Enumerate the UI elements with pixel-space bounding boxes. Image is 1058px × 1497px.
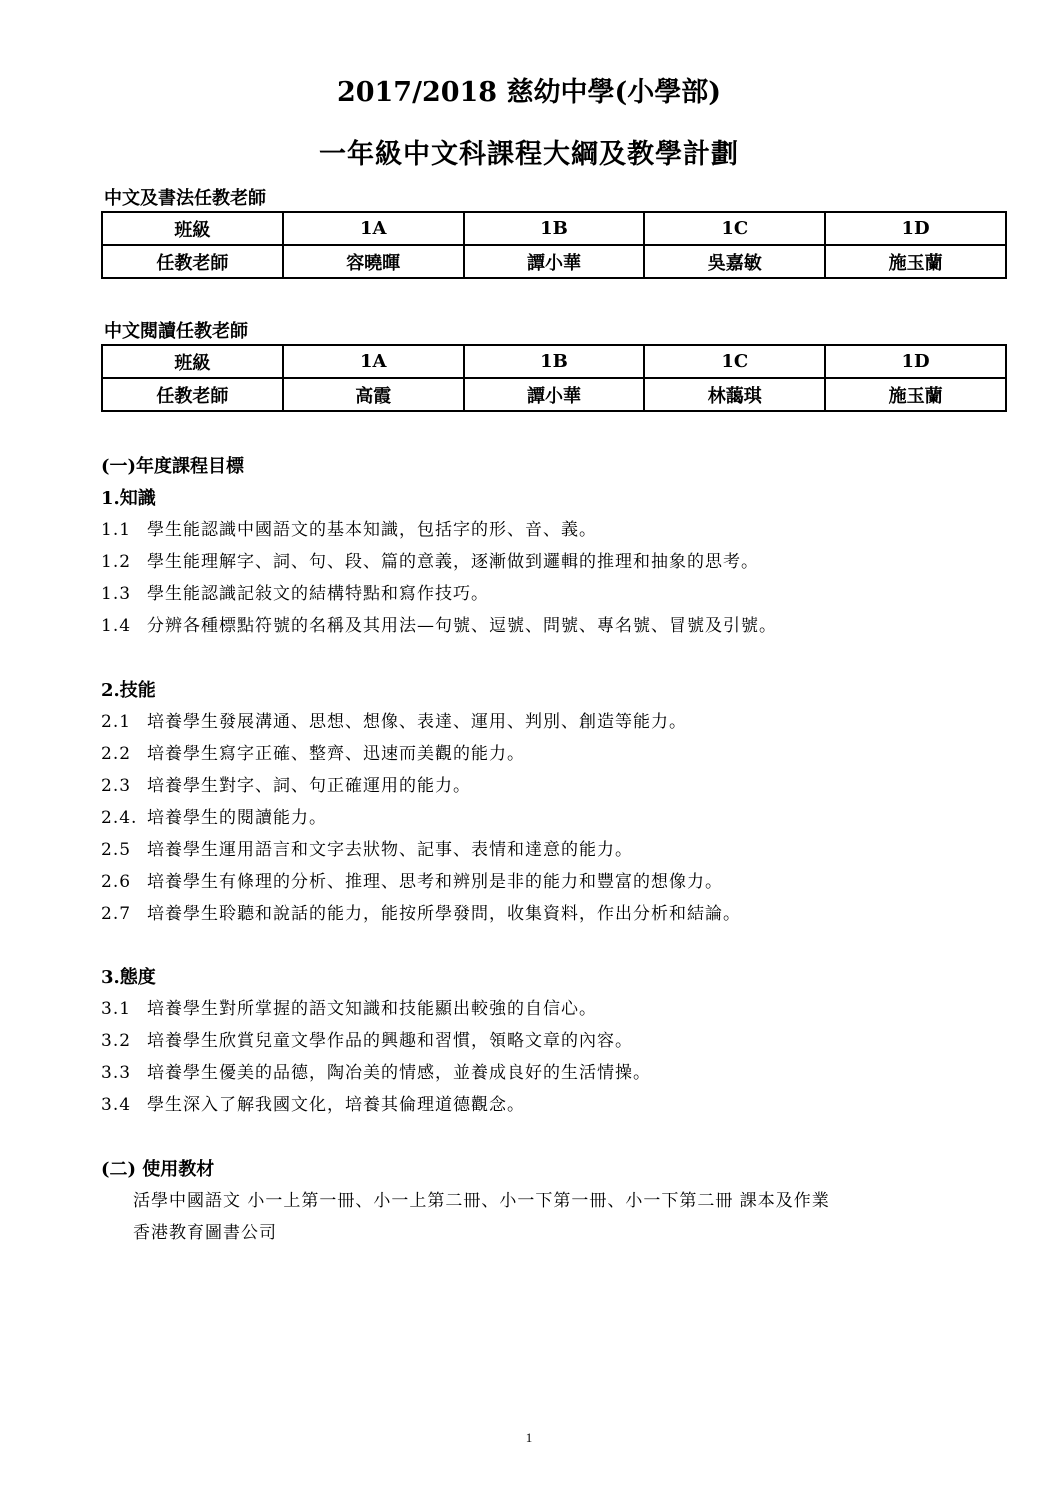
item-text: 學生深入了解我國文化，培養其倫理道德觀念。 xyxy=(147,1095,525,1115)
item-text: 培養學生優美的品德，陶冶美的情感，並養成良好的生活情操。 xyxy=(147,1063,651,1083)
table-row xyxy=(102,245,1006,278)
item-text: 分辨各種標點符號的名稱及其用法—句號、逗號、問號、專名號、冒號及引號。 xyxy=(147,616,777,636)
item-text: 培養學生對字、詞、句正確運用的能力。 xyxy=(147,776,471,796)
list-item xyxy=(101,1026,633,1051)
list-item xyxy=(101,739,525,764)
item-number: 2.5 xyxy=(101,840,132,860)
item-number: 3.3 xyxy=(101,1063,132,1083)
table-row xyxy=(102,378,1006,411)
table-cell: 吳嘉敏 xyxy=(644,245,825,278)
item-number: 2.3 xyxy=(101,776,132,796)
table-cell: 1C xyxy=(644,345,825,378)
table-cell: 施玉蘭 xyxy=(825,378,1006,411)
chinese-reading-teachers-table xyxy=(101,344,1007,412)
item-text: 學生能理解字、詞、句、段、篇的意義，逐漸做到邏輯的推理和抽象的思考。 xyxy=(147,552,759,572)
attitude-heading: 3.態度 xyxy=(101,967,156,988)
table-cell: 1D xyxy=(825,345,1006,378)
table-cell: 高霞 xyxy=(283,378,464,411)
table-cell: 1A xyxy=(283,212,464,245)
item-number: 2.2 xyxy=(101,744,132,764)
item-number: 2.6 xyxy=(101,872,132,892)
table-cell: 1C xyxy=(644,212,825,245)
item-number: 3.4 xyxy=(101,1095,132,1115)
item-text: 培養學生的閱讀能力。 xyxy=(147,808,327,828)
item-text: 培養學生有條理的分析、推理、思考和辨別是非的能力和豐富的想像力。 xyxy=(147,872,723,892)
table-row xyxy=(102,212,1006,245)
item-text: 培養學生運用語言和文字去狀物、記事、表情和達意的能力。 xyxy=(147,840,633,860)
objectives-heading: (一)年度課程目標 xyxy=(101,456,245,477)
item-number: 1.3 xyxy=(101,584,132,604)
item-text: 學生能認識中國語文的基本知識，包括字的形、音、義。 xyxy=(147,520,597,540)
item-text: 培養學生聆聽和說話的能力，能按所學發問，收集資料，作出分析和結論。 xyxy=(147,904,741,924)
item-number: 2.1 xyxy=(101,712,132,732)
item-number: 1.4 xyxy=(101,616,132,636)
list-item xyxy=(101,835,633,860)
item-text: 學生能認識記敍文的結構特點和寫作技巧。 xyxy=(147,584,489,604)
table-cell: 任教老師 xyxy=(102,245,283,278)
item-number: 3.2 xyxy=(101,1031,132,1051)
materials-heading: (二) 使用教材 xyxy=(101,1159,215,1180)
page-number: 1 xyxy=(525,1430,533,1445)
list-item xyxy=(101,515,597,540)
list-item xyxy=(101,803,327,828)
table-cell: 施玉蘭 xyxy=(825,245,1006,278)
page-subtitle: 一年級中文科課程大綱及教學計劃 xyxy=(319,139,739,170)
chinese-calligraphy-teachers-table xyxy=(101,211,1007,279)
table2-label: 中文閱讀任教老師 xyxy=(104,321,248,342)
publisher-text: 香港教育圖書公司 xyxy=(133,1223,277,1243)
list-item xyxy=(101,547,759,572)
table-cell: 任教老師 xyxy=(102,378,283,411)
list-item xyxy=(101,579,489,604)
item-number: 3.1 xyxy=(101,999,132,1019)
table-cell: 班級 xyxy=(102,212,283,245)
table-cell: 譚小華 xyxy=(464,245,645,278)
table-cell: 1D xyxy=(825,212,1006,245)
list-item xyxy=(101,994,597,1019)
table-cell: 1B xyxy=(464,212,645,245)
table-cell: 1A xyxy=(283,345,464,378)
materials-text: 活學中國語文 小一上第一冊、小一上第二冊、小一下第一冊、小一下第二冊 課本及作業 xyxy=(133,1191,830,1211)
item-number: 2.7 xyxy=(101,904,132,924)
table-cell: 容曉暉 xyxy=(283,245,464,278)
list-item xyxy=(101,707,687,732)
item-text: 培養學生寫字正確、整齊、迅速而美觀的能力。 xyxy=(147,744,525,764)
skills-heading: 2.技能 xyxy=(101,680,156,701)
item-number: 2.4. xyxy=(101,808,138,828)
page-title: 2017/2018 慈幼中學(小學部) xyxy=(336,77,722,108)
list-item xyxy=(101,899,741,924)
table1-label: 中文及書法任教老師 xyxy=(104,188,266,209)
item-text: 培養學生對所掌握的語文知識和技能顯出較強的自信心。 xyxy=(147,999,597,1019)
item-number: 1.1 xyxy=(101,520,132,540)
table-cell: 班級 xyxy=(102,345,283,378)
list-item xyxy=(101,771,471,796)
table-cell: 林藹琪 xyxy=(644,378,825,411)
table-cell: 譚小華 xyxy=(464,378,645,411)
table-row xyxy=(102,345,1006,378)
list-item xyxy=(101,1090,525,1115)
list-item xyxy=(101,1058,651,1083)
item-text: 培養學生欣賞兒童文學作品的興趣和習慣，領略文章的內容。 xyxy=(147,1031,633,1051)
table-cell: 1B xyxy=(464,345,645,378)
item-text: 培養學生發展溝通、思想、想像、表達、運用、判別、創造等能力。 xyxy=(147,712,687,732)
item-number: 1.2 xyxy=(101,552,132,572)
knowledge-heading: 1.知識 xyxy=(101,488,156,509)
list-item xyxy=(101,867,723,892)
list-item xyxy=(101,611,777,636)
